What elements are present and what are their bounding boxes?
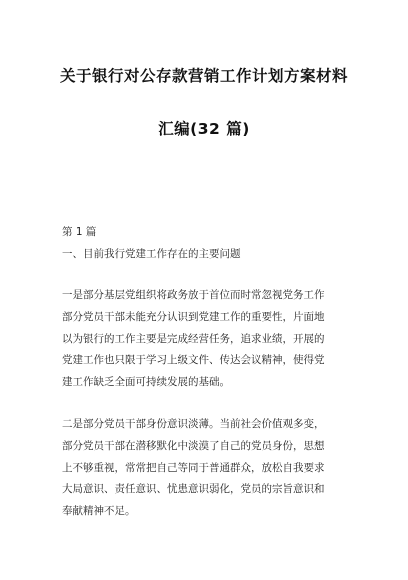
section-label: 第 1 篇 xyxy=(62,226,97,238)
document-title-line2: 汇编(32 篇) xyxy=(158,120,250,138)
paragraph-line: 建工作缺乏全面可持续发展的基础。 xyxy=(62,376,230,389)
paragraph-line: 以为银行的工作主要是完成经营任务，追求业绩，开展的 xyxy=(62,332,325,345)
paragraph-line: 二是部分党员干部身份意识淡薄。当前社会价值观多变， xyxy=(62,418,325,430)
paragraph-1 xyxy=(62,285,352,394)
paragraph-line: 部分党员干部在潜移默化中淡漠了自己的党员身份，思想 xyxy=(62,439,325,452)
paragraph-2 xyxy=(62,414,352,523)
paragraph-line: 一是部分基层党组织将政务放于首位而时常忽视党务工作 xyxy=(62,289,325,301)
paragraph-line: 大局意识、责任意识、忧患意识弱化，党员的宗旨意识和 xyxy=(62,483,325,496)
paragraph-line: 部分党员干部未能充分认识到党建工作的重要性，片面地 xyxy=(62,310,325,323)
section-heading: 一、目前我行党建工作存在的主要问题 xyxy=(62,248,241,260)
paragraph-line: 奉献精神不足。 xyxy=(62,505,136,518)
document-title-line1: 关于银行对公存款营销工作计划方案材料 xyxy=(59,67,348,85)
paragraph-line: 上不够重视，常常把自己等同于普通群众，放松自我要求 xyxy=(62,461,325,474)
paragraph-line: 党建工作也只限于学习上级文件、传达会议精神，使得党 xyxy=(62,354,325,367)
